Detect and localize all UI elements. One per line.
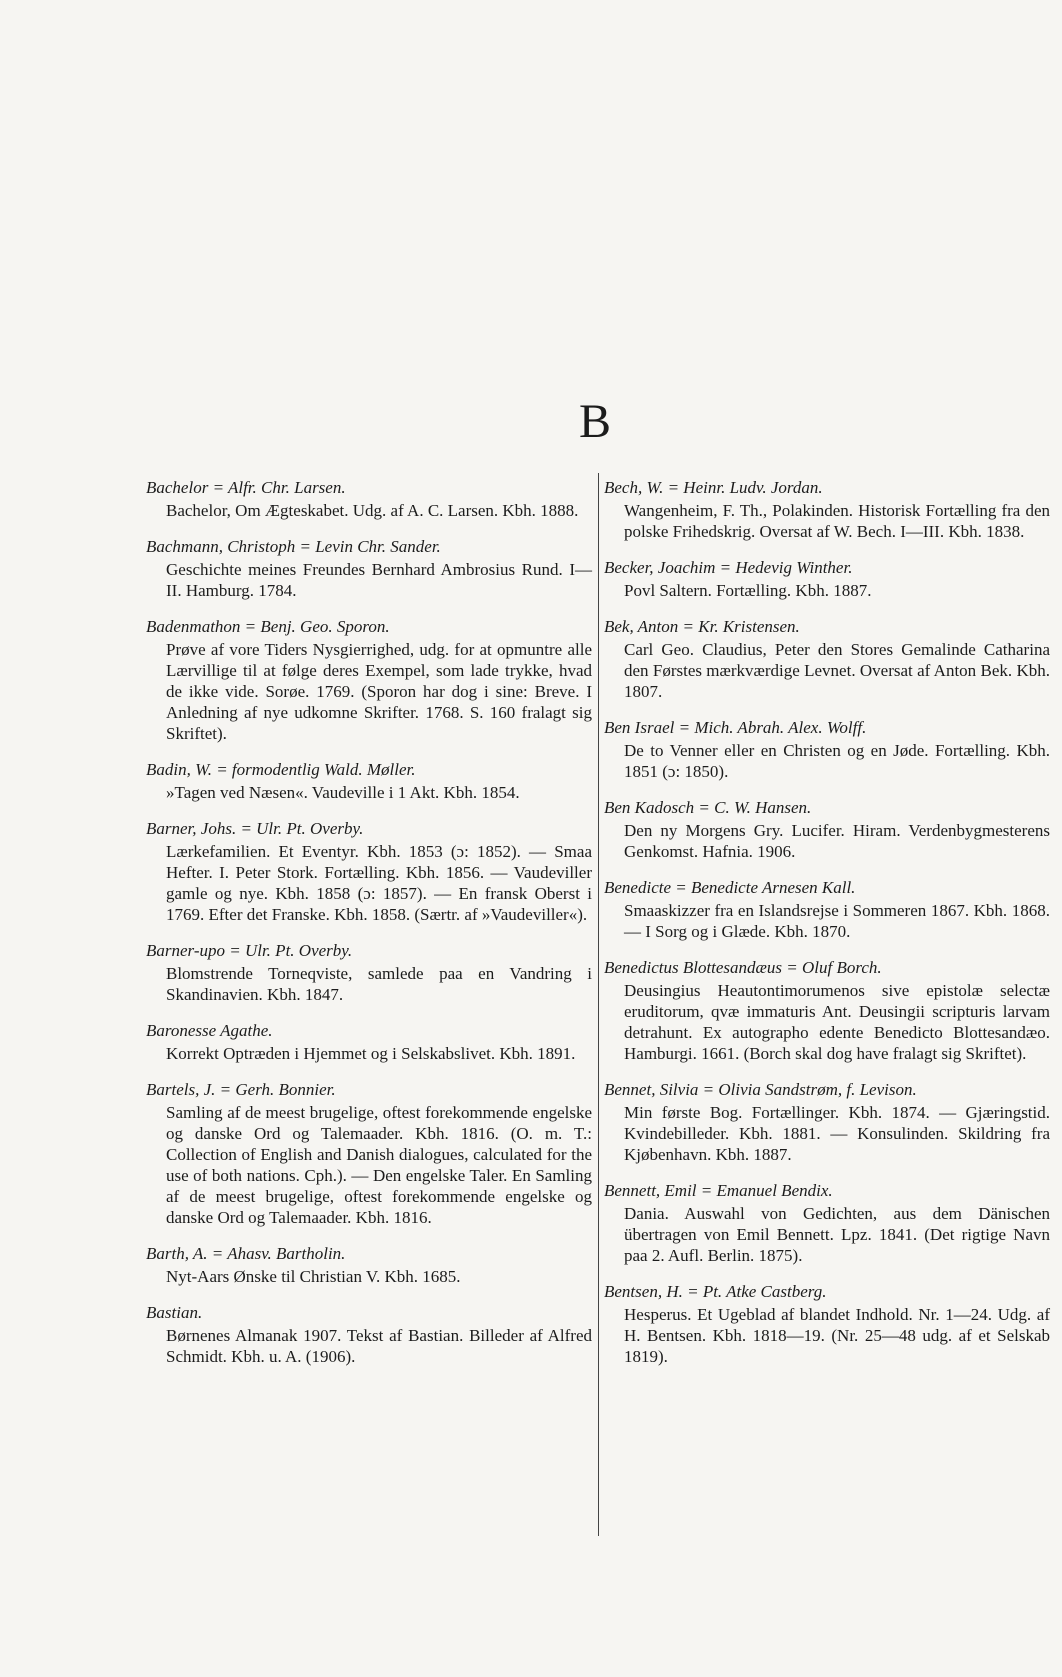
entry-bastian [146,1301,592,1367]
entry-heading: Bennet, Silvia = Olivia Sandstrøm, f. Levison. [604,1080,917,1099]
entry-text: Wangenheim, F. Th., Polakinden. Historisk Fortælling fra den polske Frihedskrig. Oversat af W. Bech. I—III. Kbh. 1838. [624,501,1050,541]
entry-text: De to Venner eller en Christen og en Jøde. Fortælling. Kbh. 1851 (ɔ: 1850). [624,741,1050,781]
entry-text: Geschichte meines Freundes Bernhard Ambrosius Rund. I—II. Hamburg. 1784. [166,560,592,600]
entry-text: Bachelor, Om Ægteskabet. Udg. af A. C. Larsen. Kbh. 1888. [166,501,579,520]
entry-text: »Tagen ved Næsen«. Vaudeville i 1 Akt. Kbh. 1854. [166,783,520,802]
entry-text: Smaaskizzer fra en Islandsrejse i Sommeren 1867. Kbh. 1868. — I Sorg og i Glæde. Kbh. 1870. [624,901,1050,941]
entry-badin [146,758,592,803]
entry-text: Min første Bog. Fortællinger. Kbh. 1874. — Gjæringstid. Kvindebilleder. Kbh. 1881. — Konsulinden. Skildring fra Kjøbenhavn. Kbh. 1887. [624,1103,1050,1164]
entry-text: Povl Saltern. Fortælling. Kbh. 1887. [624,581,872,600]
entry-benedictus-blottesandaeus [604,956,1050,1064]
entry-heading: Barner, Johs. = Ulr. Pt. Overby. [146,819,364,838]
entry-bech [604,476,1050,542]
right-column [604,476,1050,1381]
left-column [146,476,592,1381]
entry-heading: Barth, A. = Ahasv. Bartholin. [146,1244,346,1263]
entry-text: Deusingius Heautontimorumenos sive epistolæ selectæ eruditorum, qvæ immaturis Ant. Deusingii scripturis larvam detrahunt. Ex autographo edente Benedicto Blottesandæo. Hamburgi. 1661. (Borch skal dog have fralagt sig Skriftet). [624,981,1050,1063]
entry-text: Prøve af vore Tiders Nysgierrighed, udg. for at opmuntre alle Lærvillige til at følge deres Exempel, som lade trykke, hvad de ikke vide. Sorøe. 1769. (Sporon har dog i sine: Breve. I Anledning af nye udkomne Skrifter. 1768. S. 160 fralagt sig Skriftet). [166,640,592,743]
entry-text: Blomstrende Torneqviste, samlede paa en Vandring i Skandinavien. Kbh. 1847. [166,964,592,1004]
entry-text: Korrekt Optræden i Hjemmet og i Selskabslivet. Kbh. 1891. [166,1044,576,1063]
entry-heading: Bartels, J. = Gerh. Bonnier. [146,1080,336,1099]
entry-text: Lærkefamilien. Et Eventyr. Kbh. 1853 (ɔ: 1852). — Smaa Hefter. I. Peter Stork. Fortælling. Kbh. 1856. — Vaudeviller gamle og nye. Kbh. 1858 (ɔ: 1857). — En fransk Oberst i 1769. Efter det Franske. Kbh. 1858. (Særtr. af »Vaudeviller«). [166,842,592,924]
entry-bek [604,615,1050,702]
entry-badenmathon [146,615,592,744]
entry-heading: Baronesse Agathe. [146,1021,273,1040]
entry-bachmann [146,535,592,601]
entry-heading: Bech, W. = Heinr. Ludv. Jordan. [604,478,823,497]
entry-text: Den ny Morgens Gry. Lucifer. Hiram. Verdenbygmesterens Genkomst. Hafnia. 1906. [624,821,1050,861]
entry-heading: Badenmathon = Benj. Geo. Sporon. [146,617,390,636]
entry-text: Hesperus. Et Ugeblad af blandet Indhold. Nr. 1—24. Udg. af H. Bentsen. Kbh. 1818—19. (Nr. 25—48 udg. af et Selskab 1819). [624,1305,1050,1366]
entry-barner-upo [146,939,592,1005]
entry-bartels [146,1078,592,1228]
entry-bennet-silvia [604,1078,1050,1165]
entry-heading: Bastian. [146,1303,203,1322]
entry-becker [604,556,1050,601]
entry-heading: Ben Kadosch = C. W. Hansen. [604,798,812,817]
entry-heading: Benedictus Blottesandæus = Oluf Borch. [604,958,882,977]
entry-text: Børnenes Almanak 1907. Tekst af Bastian. Billeder af Alfred Schmidt. Kbh. u. A. (1906). [166,1326,592,1366]
entry-heading: Bachmann, Christoph = Levin Chr. Sander. [146,537,441,556]
entry-heading: Badin, W. = formodentlig Wald. Møller. [146,760,416,779]
entry-heading: Becker, Joachim = Hedevig Winther. [604,558,853,577]
entry-barth [146,1242,592,1287]
entry-heading: Barner-upo = Ulr. Pt. Overby. [146,941,353,960]
entry-heading: Ben Israel = Mich. Abrah. Alex. Wolff. [604,718,867,737]
entry-heading: Bek, Anton = Kr. Kristensen. [604,617,800,636]
entry-bachelor [146,476,592,521]
column-divider [598,473,599,1536]
entry-heading: Bennett, Emil = Emanuel Bendix. [604,1181,833,1200]
entry-text: Carl Geo. Claudius, Peter den Stores Gemalinde Catharina den Førstes mærkværdige Levnet. Oversat af Anton Bek. Kbh. 1807. [624,640,1050,701]
entry-barner [146,817,592,925]
entry-text: Samling af de meest brugelige, oftest forekommende engelske og danske Ord og Talemaader. Kbh. 1816. (O. m. T.: Collection of English and Danish dialogues, calculated for the use of both nations. Cph.). — Den engelske Taler. En Samling af de meest brugelige, oftest forekommende engelske og danske Ord og Talemaader. Kbh. 1816. [166,1103,592,1227]
entry-text: Dania. Auswahl von Gedichten, aus dem Dänischen übertragen von Emil Bennett. Lpz. 1841. (Det rigtige Navn paa 2. Aufl. Berlin. 1875). [624,1204,1050,1265]
entry-ben-kadosch [604,796,1050,862]
entry-text: Nyt-Aars Ønske til Christian V. Kbh. 1685. [166,1267,461,1286]
entry-bennett-emil [604,1179,1050,1266]
entry-baronesse-agathe [146,1019,592,1064]
entry-ben-israel [604,716,1050,782]
entry-heading: Bentsen, H. = Pt. Atke Castberg. [604,1282,827,1301]
entry-benedicte [604,876,1050,942]
entry-heading: Benedicte = Benedicte Arnesen Kall. [604,878,856,897]
section-letter: B [578,395,611,448]
entry-heading: Bachelor = Alfr. Chr. Larsen. [146,478,346,497]
entry-bentsen [604,1280,1050,1367]
